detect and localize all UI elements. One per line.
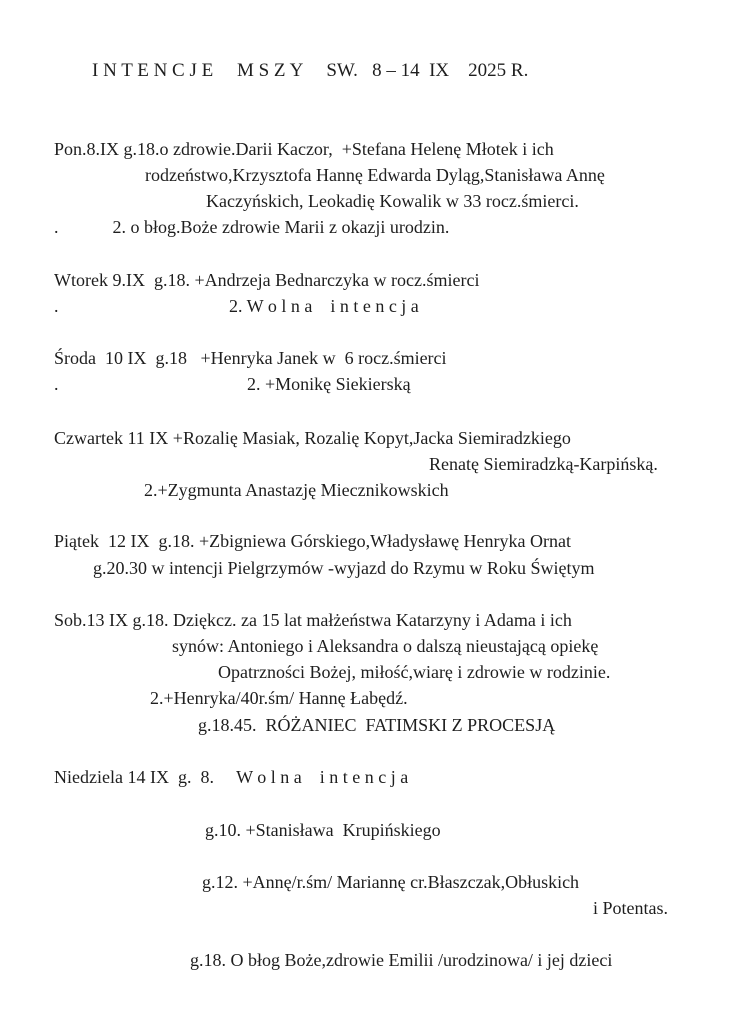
sunday-line-4: i Potentas. <box>593 898 668 918</box>
saturday-line-4: 2.+Henryka/40r.śm/ Hannę Łabędź. <box>150 688 408 708</box>
tuesday-line-1: Wtorek 9.IX g.18. +Andrzeja Bednarczyka w rocz.śmierci <box>54 270 480 290</box>
saturday-line-3: Opatrzności Bożej, miłość,wiarę i zdrowie w rodzinie. <box>218 662 611 682</box>
wednesday-line-2: 2. +Monikę Siekierską <box>247 374 411 394</box>
monday-line-3: Kaczyńskich, Leokadię Kowalik w 33 rocz.śmierci. <box>206 191 579 211</box>
friday-line-2: g.20.30 w intencji Pielgrzymów -wyjazd do Rzymu w Roku Świętym <box>93 558 595 578</box>
sunday-line-5: g.18. O błog Boże,zdrowie Emilii /urodzinowa/ i jej dzieci <box>190 950 613 970</box>
saturday-line-5: g.18.45. RÓŻANIEC FATIMSKI Z PROCESJĄ <box>198 715 556 735</box>
thursday-line-3: 2.+Zygmunta Anastazję Miecznikowskich <box>144 480 449 500</box>
saturday-line-1: Sob.13 IX g.18. Dziękcz. za 15 lat małżeństwa Katarzyny i Adama i ich <box>54 610 572 630</box>
page-title: I N T E N C J E M S Z Y SW. 8 – 14 IX 2025 R. <box>92 60 529 81</box>
monday-line-1: Pon.8.IX g.18.o zdrowie.Darii Kaczor, +Stefana Helenę Młotek i ich <box>54 139 554 159</box>
friday-line-1: Piątek 12 IX g.18. +Zbigniewa Górskiego,Władysławę Henryka Ornat <box>54 531 572 551</box>
sunday-line-1: Niedziela 14 IX g. 8. W o l n a i n t e n c j a <box>54 767 409 787</box>
monday-line-2: rodzeństwo,Krzysztofa Hannę Edwarda Dyląg,Stanisława Annę <box>145 165 605 185</box>
sunday-line-2: g.10. +Stanisława Krupińskiego <box>205 820 441 840</box>
tuesday-dot: . <box>54 296 59 316</box>
tuesday-line-2: 2. W o l n a i n t e n c j a <box>229 296 419 316</box>
saturday-line-2: synów: Antoniego i Aleksandra o dalszą nieustającą opiekę <box>172 636 599 656</box>
sunday-line-3: g.12. +Annę/r.śm/ Mariannę cr.Błaszczak,Obłuskich <box>202 872 580 892</box>
thursday-line-1: Czwartek 11 IX +Rozalię Masiak, Rozalię Kopyt,Jacka Siemiradzkiego <box>54 428 571 448</box>
wednesday-dot: . <box>54 374 59 394</box>
monday-line-4: . 2. o błog.Boże zdrowie Marii z okazji urodzin. <box>54 217 450 237</box>
wednesday-line-1: Środa 10 IX g.18 +Henryka Janek w 6 rocz.śmierci <box>54 348 447 368</box>
thursday-line-2: Renatę Siemiradzką-Karpińską. <box>429 454 658 474</box>
